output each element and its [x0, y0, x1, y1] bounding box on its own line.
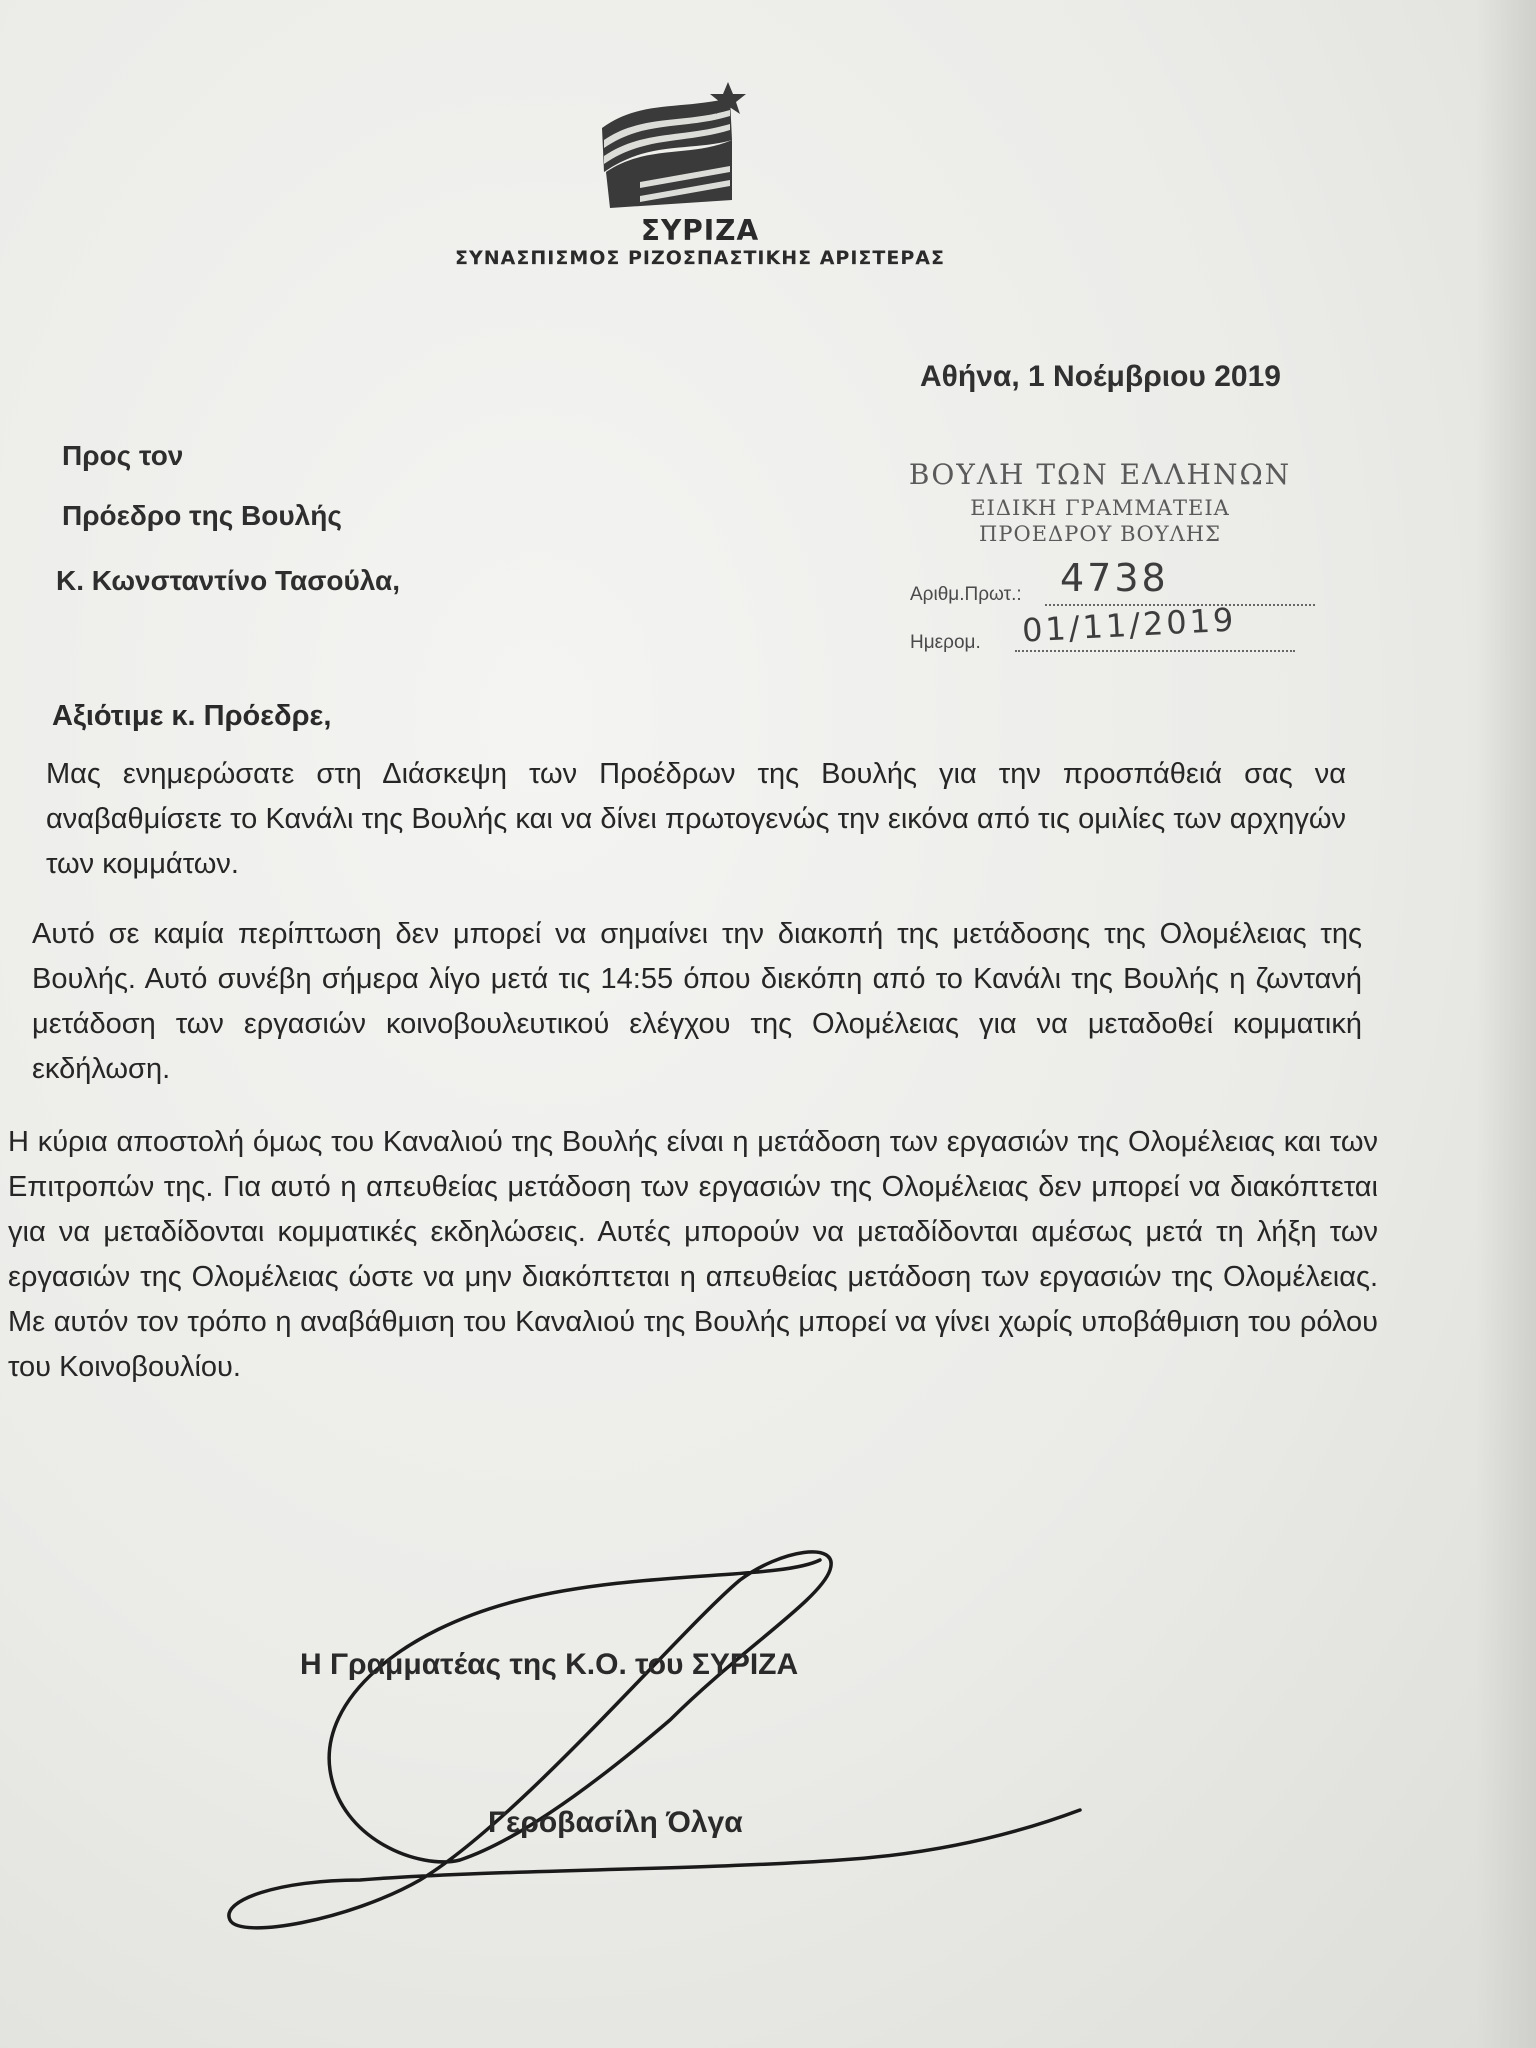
stamp-title: ΒΟΥΛΗ ΤΩΝ ΕΛΛΗΝΩΝ: [908, 458, 1292, 491]
paragraph-3: Η κύρια αποστολή όμως του Καναλιού της Βουλής είναι η μετάδοση των εργασιών της Ολομέλειας και των Επιτροπών της. Για αυτό η απευθείας μετάδοση των εργασιών της Ολομέλειας δεν μπορεί να διακόπτεται για να μεταδίδονται κομματικές εκδηλώσεις. Αυτές μπορούν να μεταδίδονται αμέσως μετά τη λήξη των εργασιών της Ολομέλειας ώστε να μην διακόπτεται η απευθείας μετάδοση των εργασιών της Ολομέλειας. Με αυτόν τον τρόπο η αναβάθμιση του Καναλιού της Βουλής μπορεί να γίνει χωρίς υποβάθμιση του ρόλου του Κοινοβουλίου.: [8, 1126, 1378, 1383]
page-edge-shadow: [1476, 0, 1536, 2048]
parliament-protocol-stamp: [880, 458, 1360, 658]
paragraph-2: Αυτό σε καμία περίπτωση δεν μπορεί να σημαίνει την διακοπή της μετάδοσης της Ολομέλειας της Βουλής. Αυτό συνέβη σήμερα λίγο μετά τις 14:55 όπου διεκόπη από το Κανάλι της Βουλής η ζωντανή μετάδοση των εργασιών κοινοβουλευτικού ελέγχου της Ολομέλειας για να μεταδοθεί κομματική εκδήλωση.: [32, 918, 1362, 1085]
paragraph-1: Μας ενημερώσατε στη Διάσκεψη των Προέδρων της Βουλής για την προσπάθειά σας να αναβαθμίσετε το Κανάλι της Βουλής και να δίνει πρωτογενώς την εικόνα από τις ομιλίες των αρχηγών των κομμάτων.: [46, 758, 1346, 880]
party-name: ΣΥΡΙΖΑ: [640, 214, 760, 247]
stamp-date-value: 01/11/2019: [1021, 600, 1238, 650]
stamp-date-label: Ημερομ.: [910, 632, 981, 653]
party-full-name: ΣΥΝΑΣΠΙΣΜΟΣ ΡΙΖΟΣΠΑΣΤΙΚΗΣ ΑΡΙΣΤΕΡΑΣ: [455, 247, 945, 269]
salutation: Αξιότιμε κ. Πρόεδρε,: [52, 700, 332, 732]
stamp-protocol-value: 4738: [1060, 556, 1169, 600]
recipient-line-3: Κ. Κωνσταντίνο Τασούλα,: [56, 565, 400, 596]
stamp-subtitle-1: ΕΙΔΙΚΗ ΓΡΑΜΜΑΤΕΙΑ: [970, 496, 1230, 520]
recipient-line-2: Πρόεδρο της Βουλής: [62, 500, 342, 531]
date-line: Αθήνα, 1 Νοέμβριου 2019: [920, 360, 1281, 393]
recipient-line-1: Προς τον: [62, 440, 184, 471]
signature-title: Η Γραμματέας της Κ.Ο. του ΣΥΡΙΖΑ: [300, 1648, 799, 1681]
stamp-subtitle-2: ΠΡΟΕΔΡΟΥ ΒΟΥΛΗΣ: [979, 522, 1221, 546]
stamp-date-dotline: [1015, 650, 1295, 652]
handwritten-signature: [220, 1540, 1090, 1980]
stamp-protocol-label: Αριθμ.Πρωτ.:: [910, 584, 1022, 605]
syriza-flag-star-logo: [580, 80, 760, 220]
signature-name: Γεροβασίλη Όλγα: [488, 1806, 743, 1839]
